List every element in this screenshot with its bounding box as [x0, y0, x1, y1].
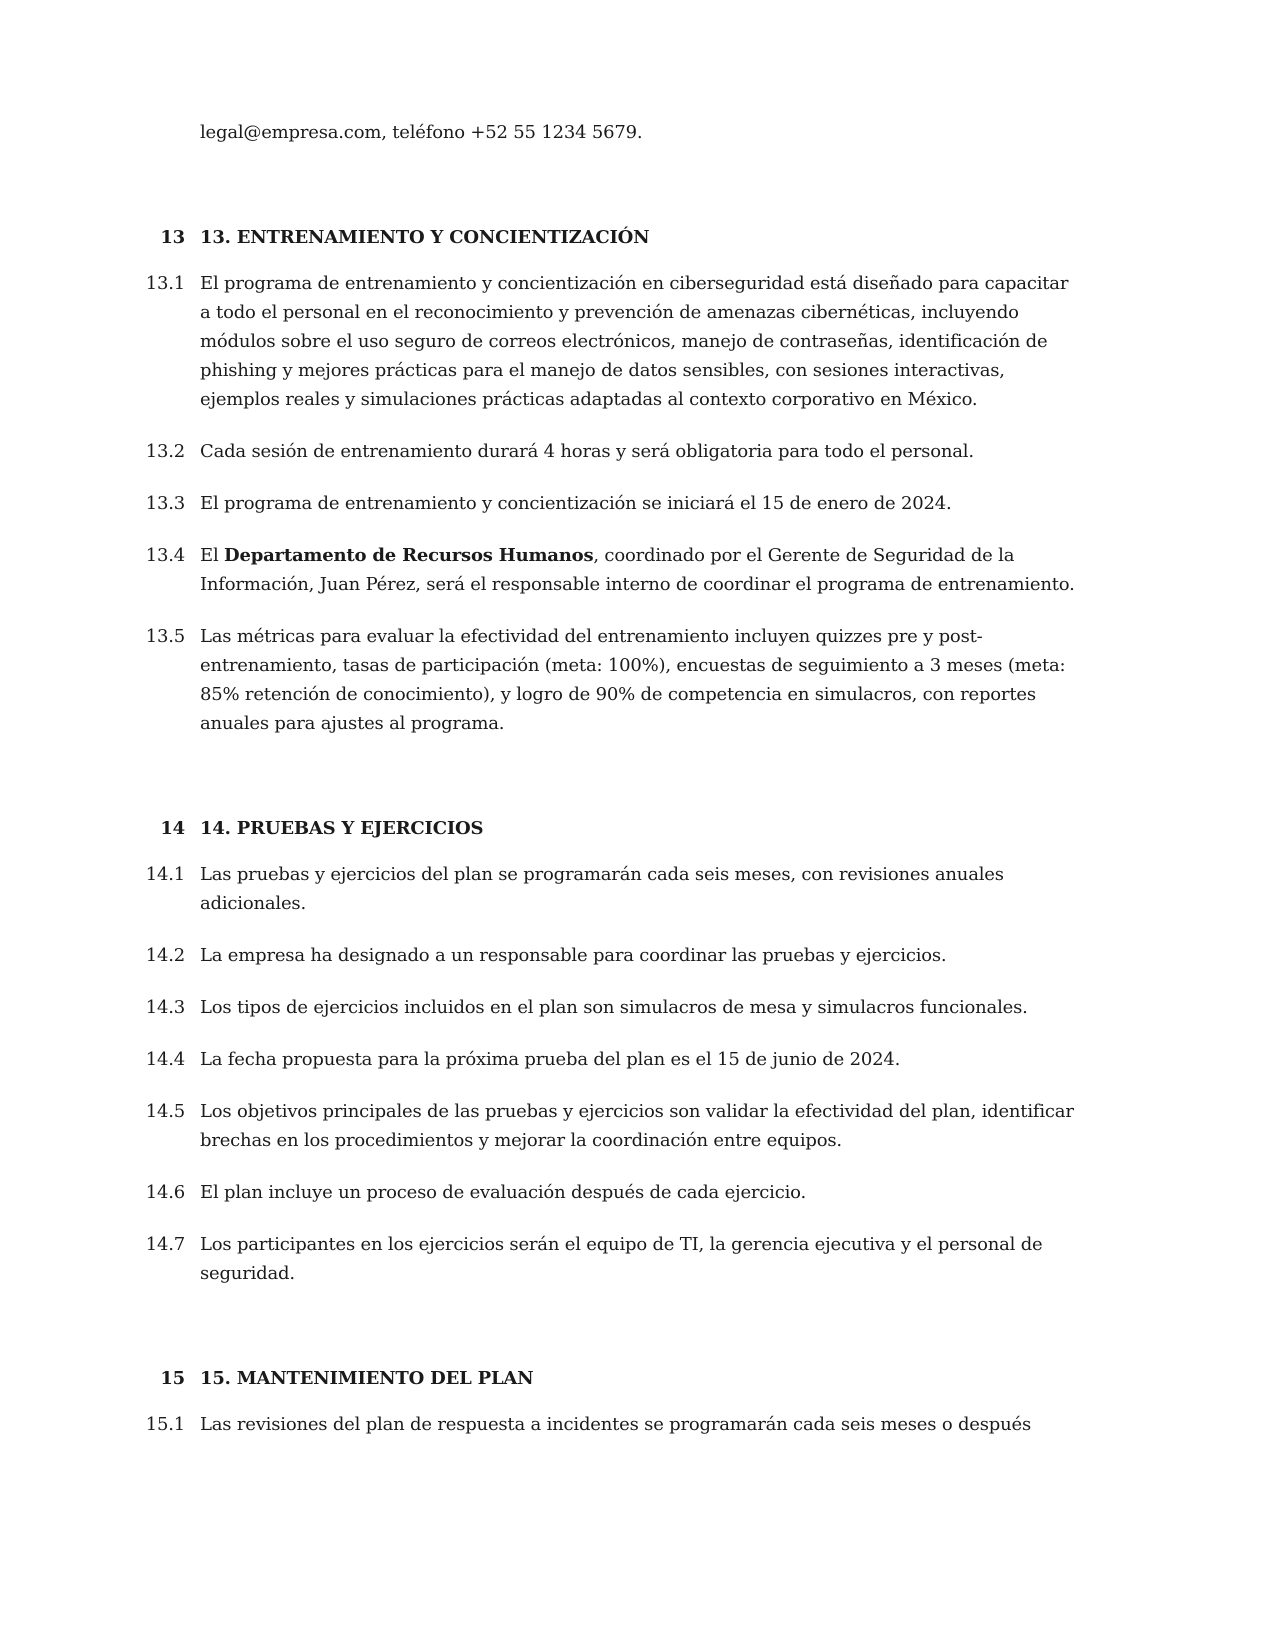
clause-13-4 — [143, 541, 1076, 599]
clause-14-1 — [143, 860, 1076, 918]
clause-15-1 — [143, 1410, 1076, 1439]
clause-13-3 — [143, 489, 1076, 518]
clause-number: 14.3 — [145, 997, 185, 1018]
clause-text: Los objetivos principales de las pruebas y ejercicios son validar la efectividad del plan, identificar brechas en los procedimientos y mejorar la coordinación entre equipos. — [200, 1101, 1074, 1151]
clause-text: Las pruebas y ejercicios del plan se programarán cada seis meses, con revisiones anuales adicionales. — [200, 864, 1004, 914]
section-number: 14 — [160, 818, 185, 839]
clause-text: Las revisiones del plan de respuesta a incidentes se programarán cada seis meses o después — [200, 1414, 1031, 1435]
section-heading-15 — [143, 1364, 1076, 1393]
clause-13-1 — [143, 269, 1076, 414]
clause-text — [200, 541, 1076, 599]
section-title: 13. ENTRENAMIENTO Y CONCIENTIZACIÓN — [200, 227, 650, 248]
clause-13-5 — [143, 622, 1076, 738]
clause-14-4 — [143, 1045, 1076, 1074]
clause-14-5 — [143, 1097, 1076, 1155]
clause-number: 15.1 — [145, 1414, 185, 1435]
clause-text: Los participantes en los ejercicios serán el equipo de TI, la gerencia ejecutiva y el personal de seguridad. — [200, 1234, 1043, 1284]
clause-14-3 — [143, 993, 1076, 1022]
clause-number: 14.2 — [145, 945, 185, 966]
clause-text-pre: El — [200, 545, 225, 566]
clause-text: La empresa ha designado a un responsable para coordinar las pruebas y ejercicios. — [200, 945, 947, 966]
clause-number: 13.1 — [145, 273, 185, 294]
clause-text: Los tipos de ejercicios incluidos en el plan son simulacros de mesa y simulacros funcionales. — [200, 997, 1028, 1018]
clause-14-2 — [143, 941, 1076, 970]
bold-term: Departamento de Recursos Humanos — [224, 545, 594, 566]
clause-number: 13.3 — [145, 493, 185, 514]
clause-number: 14.7 — [145, 1234, 185, 1255]
section-number: 15 — [160, 1368, 185, 1389]
clause-14-7 — [143, 1230, 1076, 1288]
clause-number: 13.2 — [145, 441, 185, 462]
clause-text: La fecha propuesta para la próxima prueba del plan es el 15 de junio de 2024. — [200, 1049, 901, 1070]
clause-number: 14.6 — [145, 1182, 185, 1203]
section-heading-13 — [143, 223, 1076, 252]
clause-number: 14.4 — [145, 1049, 185, 1070]
clause-number: 13.5 — [145, 626, 185, 647]
clause-13-2 — [143, 437, 1076, 466]
contact-line: legal@empresa.com, teléfono +52 55 1234 5679. — [200, 122, 643, 143]
clause-text-post: , coordinado por el Gerente de Seguridad de la Información, Juan Pérez, será el responsable interno de coordinar el programa de entrenamiento. — [200, 545, 1075, 595]
clause-14-6 — [143, 1178, 1076, 1207]
clause-number: 14.1 — [145, 864, 185, 885]
clause-text: El plan incluye un proceso de evaluación después de cada ejercicio. — [200, 1182, 807, 1203]
clause-number: 14.5 — [145, 1101, 185, 1122]
section-heading-14 — [143, 814, 1076, 843]
clause-text: El programa de entrenamiento y concientización en ciberseguridad está diseñado para capacitar a todo el personal en el reconocimiento y prevención de amenazas cibernéticas, incluyendo módulos sobre el uso seguro de correos electrónicos, manejo de contraseñas, identificación de phishing y mejores prácticas para el manejo de datos sensibles, con sesiones interactivas, ejemplos reales y simulaciones prácticas adaptadas al contexto corporativo en México. — [200, 273, 1069, 410]
section-title: 15. MANTENIMIENTO DEL PLAN — [200, 1368, 534, 1389]
clause-text: Las métricas para evaluar la efectividad del entrenamiento incluyen quizzes pre y post-entrenamiento, tasas de participación (meta: 100%), encuestas de seguimiento a 3 meses (meta: 85% retención de conocimiento), y logro de 90% de competencia en simulacros, con reportes anuales para ajustes al programa. — [200, 626, 1066, 734]
section-title: 14. PRUEBAS Y EJERCICIOS — [200, 818, 484, 839]
clause-number: 13.4 — [145, 545, 185, 566]
clause-text: El programa de entrenamiento y concientización se iniciará el 15 de enero de 2024. — [200, 493, 952, 514]
section-number: 13 — [160, 227, 185, 248]
clause-text: Cada sesión de entrenamiento durará 4 horas y será obligatoria para todo el personal. — [200, 441, 974, 462]
